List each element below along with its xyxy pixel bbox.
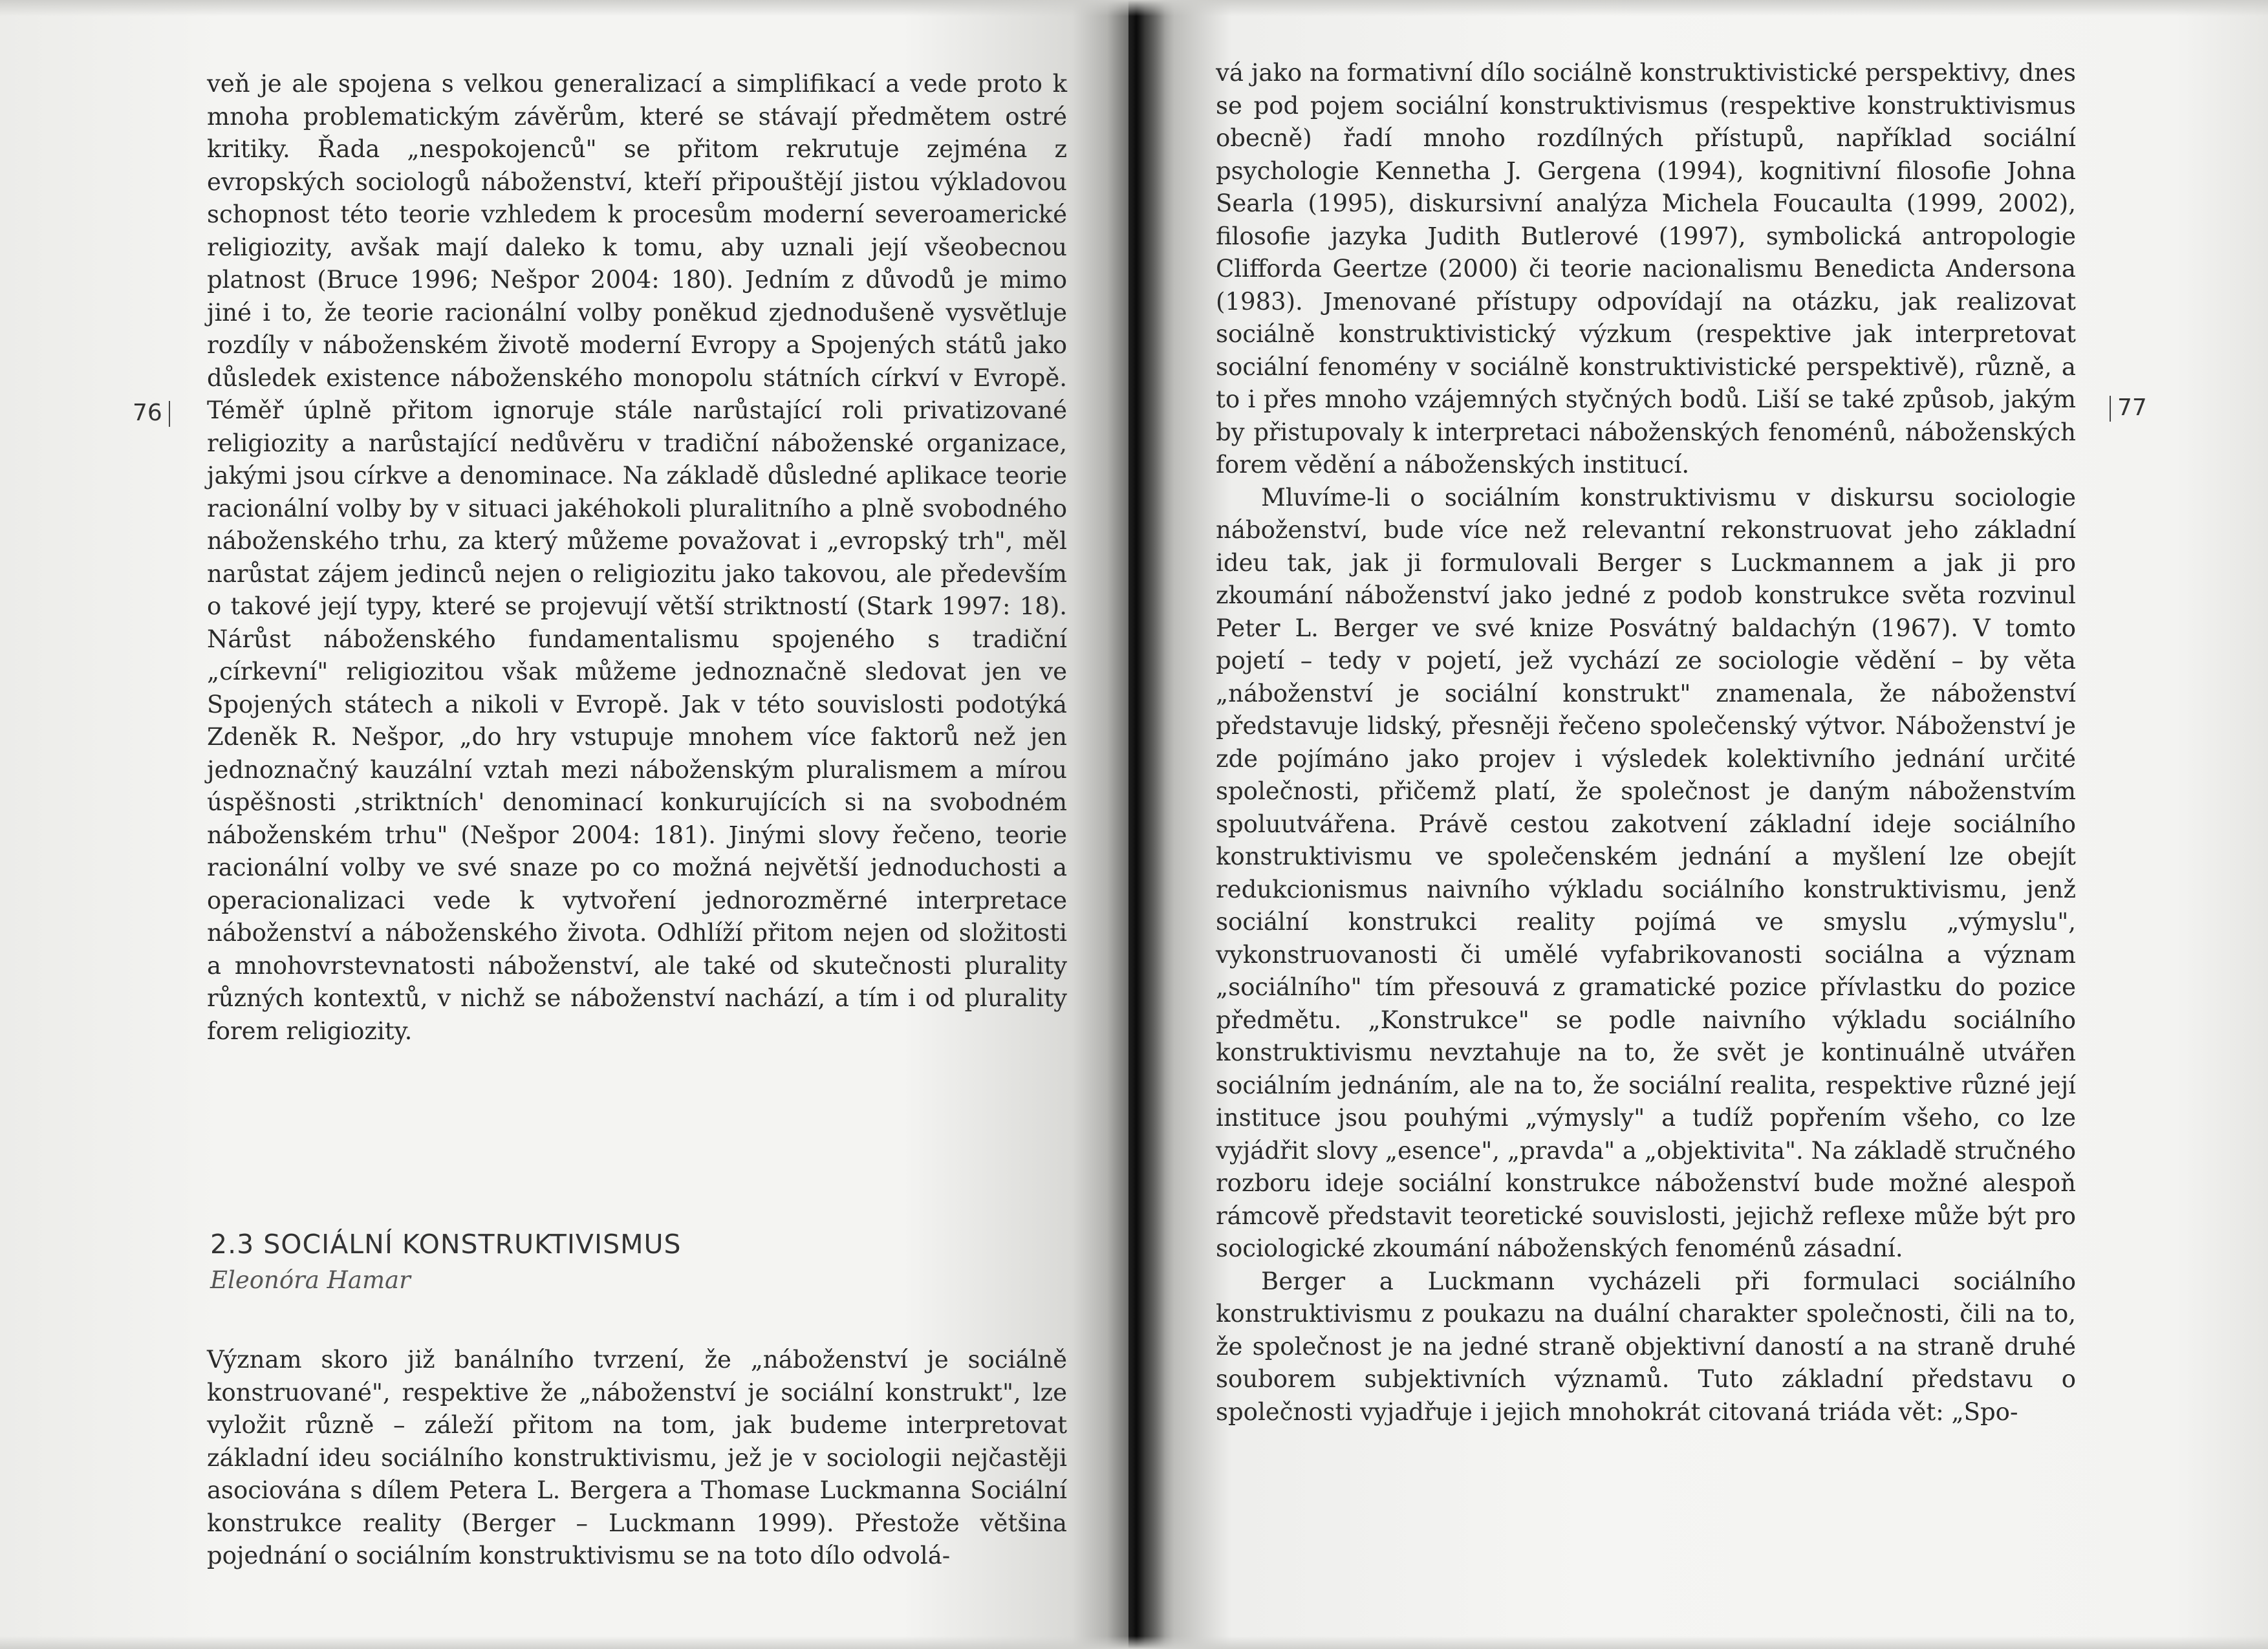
- section-text-column: [207, 1344, 1067, 1573]
- page-number-left: [133, 400, 177, 427]
- section-paragraph: Význam skoro již banálního tvrzení, že „náboženství je sociálně konstruované", respektive že „náboženství je sociální konstrukt", lze vyložit různě – záleží přitom na tom, jak budeme interpretovat základní ideu sociálního konstruktivismu, jež je v sociologii nejčastěji asociována s dílem Petera L. Bergera a Thomase Luckmanna Sociální konstrukce reality (Berger – Luckmann 1999). Přestože většina pojednání o sociálním konstruktivismu se na toto dílo odvolá-: [207, 1346, 1067, 1569]
- folio-divider: [2110, 396, 2111, 422]
- page-number-right: [2103, 394, 2147, 422]
- left-page-text-column: [207, 68, 1067, 1048]
- section-author: Eleonóra Hamar: [210, 1266, 411, 1294]
- page-number-left-value: 76: [133, 400, 162, 426]
- right-page: [1129, 0, 2268, 1649]
- page-bottom-edge: [0, 1636, 2268, 1649]
- folio-divider: [169, 401, 170, 427]
- body-paragraph: vá jako na formativní dílo sociálně konstruktivistické perspektivy, dnes se pod pojem sociální konstruktivismus (respektive konstruktivismus obecně) řadí mnoho rozdílných přístupů, například sociální psychologie Kennetha J. Gergena (1994), kognitivní filosofie Johna Searla (1995), diskursivní analýza Michela Foucaulta (1999, 2002), filosofie jazyka Judith Butlerové (1997), symbolická antropologie Clifforda Geertze (2000) či teorie nacionalismu Benedicta Andersona (1983). Jmenované přístupy odpovídají na otázku, jak realizovat sociálně konstruktivistický výzkum (respektive jak interpretovat sociální fenomény v sociálně konstruktivistické perspektivě), různě, a to i přes mnoho vzájemných styčných bodů. Liší se také způsob, jakým by přistupovaly k interpretaci náboženských fenoménů, náboženských forem vědění a náboženských institucí.: [1216, 59, 2076, 479]
- body-paragraph: Berger a Luckmann vycházeli při formulaci sociálního konstruktivismu z poukazu na duální charakter společnosti, čili na to, že společnost je na jedné straně objektivní daností a na straně druhé souborem subjektivních významů. Tuto základní představu o společnosti vyjadřuje i jejich mnohokrát citovaná triáda vět: „Spo-: [1216, 1267, 2076, 1426]
- right-page-text-column: [1216, 57, 2076, 1428]
- page-number-right-value: 77: [2117, 394, 2147, 421]
- body-paragraph: veň je ale spojena s velkou generalizací a simplifikací a vede proto k mnoha problematickým závěrům, které se stávají předmětem ostré kritiky. Řada „nespokojenců" se přitom rekrutuje zejména z evropských sociologů náboženství, kteří připouštějí jistou výkladovou schopnost této teorie vzhledem k procesům moderní severoamerické religiozity, avšak mají daleko k tomu, aby uznali její všeobecnou platnost (Bruce 1996; Nešpor 2004: 180). Jedním z důvodů je mimo jiné i to, že teorie racionální volby poněkud zjednodušeně vysvětluje rozdíly v náboženském životě moderní Evropy a Spojených států jako důsledek existence náboženského monopolu státních církví v Evropě. Téměř úplně přitom ignoruje stále narůstající roli privatizované religiozity a narůstající nedůvěru v tradiční náboženské organizace, jakými jsou církve a denominace. Na základě důsledné aplikace teorie racionální volby by v situaci jakéhokoli pluralitního a plně svobodného náboženského trhu, za který můžeme považovat i „evropský trh", měl narůstat zájem jedinců nejen o religiozitu jako takovou, ale především o takové její typy, které se projevují větší striktností (Stark 1997: 18). Nárůst náboženského fundamentalismu spojeného s tradiční „církevní" religiozitou však můžeme jednoznačně sledovat jen ve Spojených státech a nikoli v Evropě. Jak v této souvislosti podotýká Zdeněk R. Nešpor, „do hry vstupuje mnohem více faktorů než jen jednoznačný kauzální vztah mezi náboženským pluralismem a mírou úspěšnosti ‚striktních' denominací konkurujících si na svobodném náboženském trhu" (Nešpor 2004: 181). Jinými slovy řečeno, teorie racionální volby ve své snaze po co možná největší jednoduchosti a operacionalizaci vede k vytvoření jednorozměrné interpretace náboženství a náboženského života. Odhlíží přitom nejen od složitosti a mnohovrstevnatosti náboženství, ale také od skutečnosti plurality různých kontextů, v nichž se náboženství nachází, a tím i od plurality forem religiozity.: [207, 70, 1067, 1045]
- section-heading: 2.3 SOCIÁLNÍ KONSTRUKTIVISMUS: [210, 1229, 682, 1260]
- body-paragraph: Mluvíme-li o sociálním konstruktivismu v diskursu sociologie náboženství, bude více než relevantní rekonstruovat jeho základní ideu tak, jak ji formulovali Berger s Luckmannem a jak ji pro zkoumání náboženství jako jedné z podob konstrukce světa rozvinul Peter L. Berger ve své knize Posvátný baldachýn (1967). V tomto pojetí – tedy v pojetí, jež vychází ze sociologie vědění – by věta „náboženství je sociální konstrukt" znamenala, že náboženství představuje lidský, přesněji řečeno společenský výtvor. Náboženství je zde pojímáno jako projev i výsledek kolektivního jednání určité společnosti, přičemž platí, že společnost je daným náboženstvím spoluutvářena. Právě cestou zakotvení základní ideje sociálního konstruktivismu ve společenském jednání a myšlení lze obejít redukcionismus naivního výkladu sociálního konstruktivismu, jenž sociální konstrukci reality pojímá ve smyslu „výmyslu", vykonstruovanosti či umělé vyfabrikovanosti sociálna a význam „sociálního" tím přesouvá z gramatické pozice přívlastku do pozice předmětu. „Konstrukce" se podle naivního výkladu sociálního konstruktivismu nevztahuje na to, že svět je kontinuálně utvářen sociálním jednáním, ale na to, že sociální realita, respektive různé její instituce jsou pouhými „výmysly" a tudíž popřením všeho, co lze vyjádřit slovy „esence", „pravda" a „objektivita". Na základě stručného rozboru ideje sociální konstrukce náboženství bude možné alespoň rámcově představit teoretické souvislosti, jejichž reflexe může být pro sociologické zkoumání náboženských fenoménů zásadní.: [1216, 483, 2076, 1262]
- left-page: [0, 0, 1129, 1649]
- page-top-edge: [0, 0, 2268, 16]
- book-gutter: [1107, 0, 1165, 1649]
